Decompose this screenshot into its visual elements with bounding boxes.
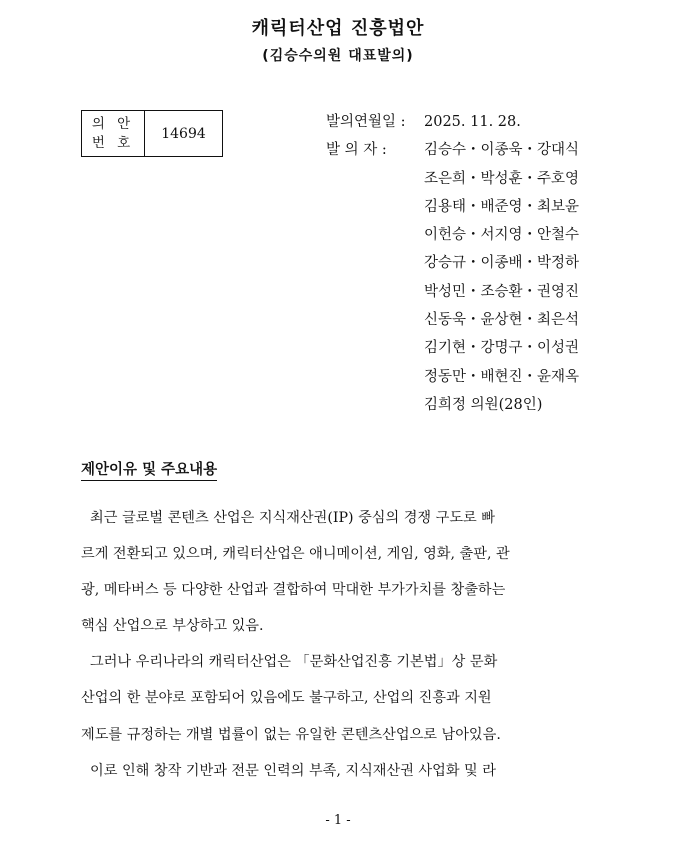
proposer-line: 이헌승・서지영・안철수 [424,227,580,244]
proposer-line: 박성민・조승환・권영진 [424,283,580,300]
proposer-line: 김승수・이종욱・강대식 [424,142,580,159]
bill-number-box [81,110,223,157]
body-line: 최근 글로벌 콘텐츠 산업은 지식재산권(IP) 중심의 경쟁 구도로 빠 [81,510,495,526]
body-line: 그러나 우리나라의 캐릭터산업은 「문화산업진흥 기본법」상 문화 [81,654,498,671]
proposer-line: 김용태・배준영・최보윤 [424,198,580,215]
bill-number-label-line1: 의 안 [91,115,135,132]
proposer-line: 김기현・강명구・이성권 [424,340,580,357]
bill-number-label-line2: 번 호 [91,134,135,151]
bill-metadata [326,108,579,419]
proposer-line: 강승규・이종배・박정하 [424,255,580,272]
proposal-date-value: 2025. 11. 28. [424,114,521,130]
proposer-line: 신동욱・윤상현・최은석 [424,312,580,329]
proposer-list [424,165,579,420]
body-line: 르게 전환되고 있으며, 캐릭터산업은 애니메이션, 게임, 영화, 출판, 관 [81,546,510,563]
page-number: - 1 - [325,813,351,828]
section-heading: 제안이유 및 주요내용 [81,458,217,481]
body-line: 광, 메타버스 등 다양한 산업과 결합하여 막대한 부가가치를 창출하는 [81,582,506,599]
bill-title: 캐릭터산업 진흥법안 [251,18,425,39]
bill-subtitle: (김승수의원 대표발의) [262,48,414,64]
body-line: 산업의 한 분야로 포함되어 있음에도 불구하고, 산업의 진흥과 지원 [81,690,492,707]
body-line: 핵심 산업으로 부상하고 있음. [81,618,264,635]
body-line: 제도를 규정하는 개별 법률이 없는 유일한 콘텐츠산업으로 남아있음. [81,726,501,743]
body-line: 이로 인해 창작 기반과 전문 인력의 부족, 지식재산권 사업화 및 라 [81,762,496,779]
proposer-row [326,136,579,164]
body-text [81,500,603,789]
proposal-date-label: 발의연월일 : [326,114,406,130]
bill-number-label [82,111,145,156]
bill-number-value: 14694 [161,125,206,142]
proposer-line: 정동만・배현진・윤재옥 [424,368,580,385]
proposal-date-row [326,108,579,136]
proposer-label: 발 의 자 : [326,142,387,159]
proposer-line: 김희정 의원(28인) [424,396,543,413]
proposer-line: 조은희・박성훈・주호영 [424,170,580,187]
